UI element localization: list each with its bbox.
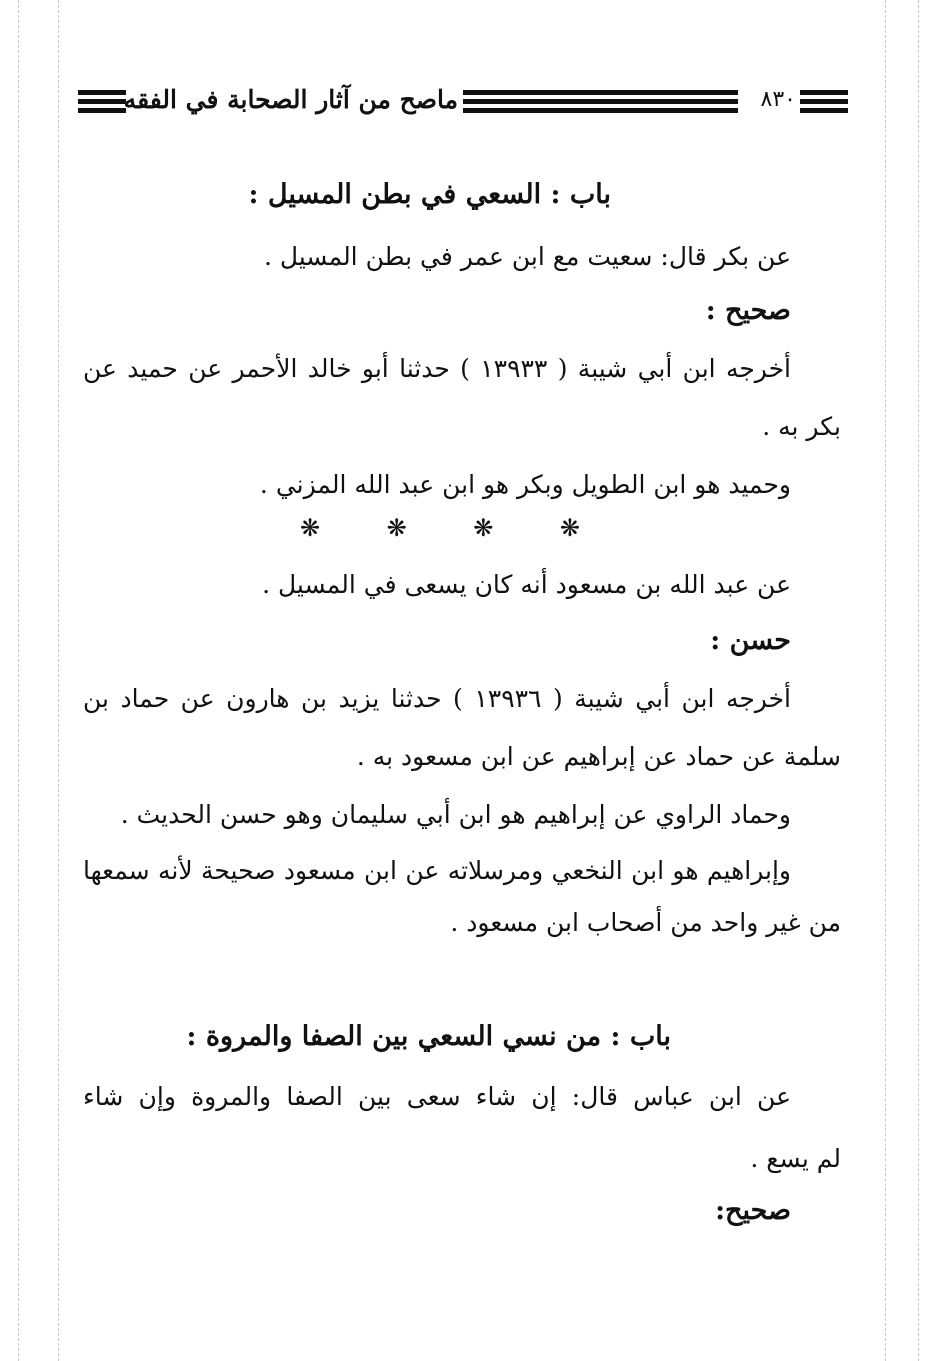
takhrij-line: سلمة عن حماد عن إبراهيم عن ابن مسعود به . [356, 742, 841, 771]
narration: عن ابن عباس قال: إن شاء سعى بين الصفا والمروة وإن شاء [83, 1082, 791, 1111]
asterism-icon: ❋ [300, 514, 321, 542]
narration: عن عبد الله بن مسعود أنه كان يسعى في المسيل . [262, 570, 791, 599]
takhrij-line: أخرجه ابن أبي شيبة ( ١٣٩٣٣ ) حدثنا أبو خالد الأحمر عن حميد عن [83, 354, 792, 383]
narration: عن بكر قال: سعيت مع ابن عمر في بطن المسيل . [263, 242, 791, 271]
asterism-icon: ❋ [559, 514, 580, 542]
takhrij-line: أخرجه ابن أبي شيبة ( ١٣٩٣٦ ) حدثنا يزيد بن هارون عن حماد بن [83, 684, 792, 713]
scan-guide-line [18, 0, 19, 1361]
note: وحماد الراوي عن إبراهيم هو ابن أبي سليمان وهو حسن الحديث . [120, 800, 791, 829]
scan-guide-line [918, 0, 919, 1361]
scan-guide-line [885, 0, 886, 1361]
narration: لم يسع . [750, 1144, 841, 1173]
grade-label: صحيح : [705, 295, 791, 326]
grade-label: حسن : [710, 625, 791, 656]
header-rule-left [78, 90, 126, 117]
page-number: ٨٣٠ [760, 87, 796, 112]
section-separator [300, 514, 580, 542]
header-rule-right [800, 90, 848, 117]
grade-label: صحيح: [715, 1195, 791, 1226]
takhrij-line: بكر به . [762, 412, 841, 441]
note: من غير واحد من أصحاب ابن مسعود . [450, 908, 841, 937]
running-title: ماصح من آثار الصحابة في الفقه [123, 85, 458, 114]
section-heading: باب : السعي في بطن المسيل : [248, 179, 611, 210]
asterism-icon: ❋ [386, 514, 407, 542]
section-heading: باب : من نسي السعي بين الصفا والمروة : [186, 1021, 671, 1052]
header-rule-middle [463, 90, 738, 117]
note: وحميد هو ابن الطويل وبكر هو ابن عبد الله المزني . [259, 470, 791, 499]
running-header [78, 84, 848, 116]
asterism-icon: ❋ [473, 514, 494, 542]
note: وإبراهيم هو ابن النخعي ومرسلاته عن ابن مسعود صحيحة لأنه سمعها [83, 856, 791, 885]
scan-guide-line [58, 0, 59, 1361]
